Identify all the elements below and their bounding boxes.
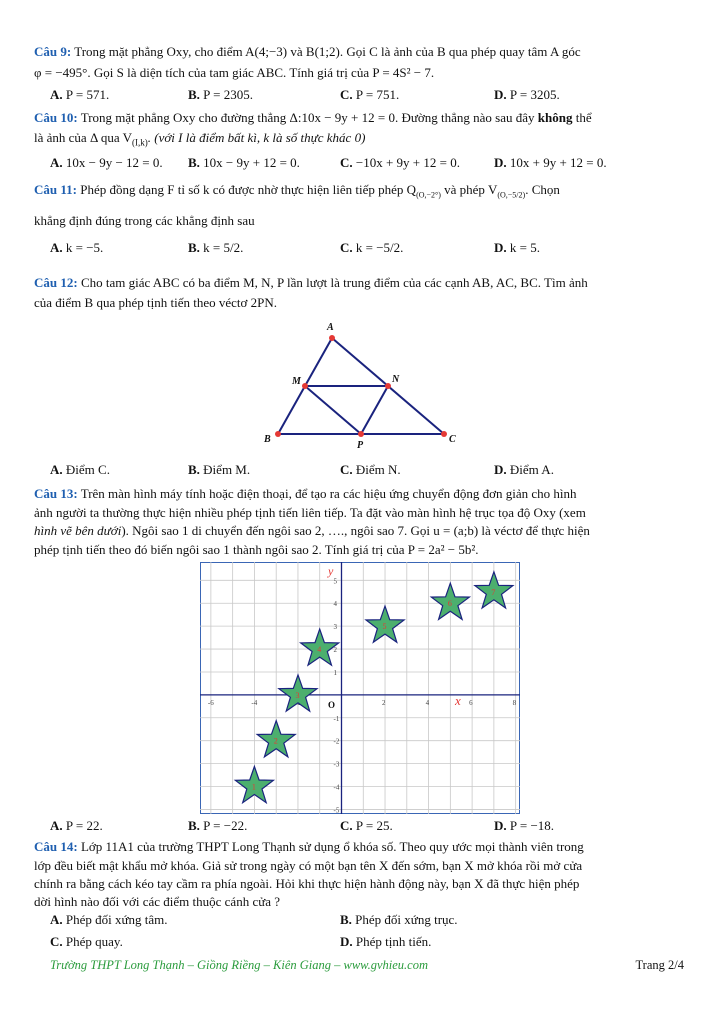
star-label: 1 <box>251 782 256 792</box>
q9-options <box>50 87 694 106</box>
q14-option-c[interactable]: C. Phép quay. <box>50 934 123 949</box>
y-tick-label: -3 <box>333 760 340 769</box>
q13-line2: ảnh người ta thường thực hiện nhiều phép tịnh tiến liên tiếp. Ta đặt vào màn hình hệ trục tọa độ Oxy (xem <box>34 505 586 520</box>
label-B: B <box>264 434 271 445</box>
q13-line3: hình vẽ bên dưới). Ngôi sao 1 di chuyển đến ngôi sao 2, …., ngôi sao 7. Gọi u = (a;b) là véctơ để thực hiện <box>34 523 590 538</box>
q9-option-b[interactable]: B. P = 2305. <box>188 87 254 102</box>
label-N: N <box>392 374 400 385</box>
footer-school: Trường THPT Long Thạnh – Giồng Riềng – Kiên Giang – www.gvhieu.com <box>50 958 428 972</box>
q10-options <box>50 155 694 174</box>
label-P: P <box>357 440 364 451</box>
q14-options-row1 <box>50 912 694 931</box>
y-axis-label: y <box>328 564 334 578</box>
page-number: Trang 2/4 <box>635 958 684 972</box>
q10-label: Câu 10: <box>34 110 78 125</box>
triangle-figure <box>258 318 468 456</box>
y-tick-label: -2 <box>333 737 340 746</box>
q11-option-d[interactable]: D. k = 5. <box>494 240 540 255</box>
q14-line2: lớp đều biết mật khẩu mở khóa. Giả sử trong ngày có một bạn tên X đến sớm, bạn X mở khóa rồi mở cửa <box>34 858 583 873</box>
q11-line1: Câu 11: Phép đồng dạng F tỉ số k có được nhờ thực hiện liên tiếp phép $Q_{(O,-2^\circ)}$ và phép $V_{(O,-5/2)}$. Chọn <box>34 182 560 200</box>
q12-option-c[interactable]: C. Điểm N. <box>340 462 401 477</box>
q10-option-a[interactable]: A. 10x − 9y − 12 = 0. <box>50 155 163 170</box>
q11-options <box>50 240 694 259</box>
x-axis-label: x <box>455 693 461 708</box>
q9-line2: φ = −495°. Gọi S là diện tích của tam giác ABC. Tính giá trị của P = 4S² − 7. <box>34 65 435 80</box>
y-tick-label: 4 <box>333 600 337 609</box>
x-tick-label: 2 <box>382 698 386 707</box>
q13-line1: Câu 13: Trên màn hình máy tính hoặc điện thoại, để tạo ra các hiệu ứng chuyển động đơn giản cho hình <box>34 486 577 501</box>
graph-border <box>201 563 520 814</box>
q11-label: Câu 11: <box>34 182 77 197</box>
q14-line4: dời hình nào đối với các điểm thuộc cánh cửa ? <box>34 894 281 909</box>
q11-option-a[interactable]: A. k = −5. <box>50 240 104 255</box>
q13-option-d[interactable]: D. P = −18. <box>494 818 555 833</box>
q11-option-c[interactable]: C. k = −5/2. <box>340 240 404 255</box>
q14-line3: chính ra bằng cách kéo tay cầm ra phía ngoài. Hỏi khi thực hiện hành động này, bạn X đã thực hiện phép <box>34 876 580 891</box>
q13-options <box>50 818 694 837</box>
star-label: 5 <box>382 622 387 632</box>
q9-option-c[interactable]: C. P = 751. <box>340 87 400 102</box>
star-label: 3 <box>295 690 300 700</box>
x-tick-label: -4 <box>251 698 258 707</box>
star-coordinate-graph <box>200 562 520 814</box>
x-tick-label: 6 <box>469 698 473 707</box>
q11-line2: khẳng định đúng trong các khẳng định sau <box>34 213 255 228</box>
q9-option-a[interactable]: A. P = 571. <box>50 87 110 102</box>
label-M: M <box>292 376 301 387</box>
q12-option-b[interactable]: B. Điểm M. <box>188 462 251 477</box>
q9-label: Câu 9: <box>34 44 72 59</box>
y-tick-label: 5 <box>333 577 337 586</box>
y-tick-label: -4 <box>333 783 340 792</box>
q10-line2: là ảnh của Δ qua $V_{(I,k)}$. (với I là điểm bất kì, k là số thực khác 0) <box>34 130 366 148</box>
q13-option-c[interactable]: C. P = 25. <box>340 818 393 833</box>
q13-label: Câu 13: <box>34 486 78 501</box>
star-label: 4 <box>317 645 322 655</box>
label-C: C <box>449 434 456 445</box>
q14-option-a[interactable]: A. Phép đối xứng tâm. <box>50 912 168 927</box>
q12-option-a[interactable]: A. Điểm C. <box>50 462 110 477</box>
q12-options <box>50 462 694 481</box>
star-label: 2 <box>273 736 278 746</box>
q13-option-b[interactable]: B. P = −22. <box>188 818 248 833</box>
q9-line1: Câu 9: Trong mặt phẳng Oxy, cho điểm A(4;−3) và B(1;2). Gọi C là ảnh của B qua phép quay tâm A góc <box>34 44 581 59</box>
q14-line1: Câu 14: Lớp 11A1 của trường THPT Long Thạnh sử dụng ổ khóa số. Theo quy ước mọi thành viên trong <box>34 839 584 854</box>
q10-line1: Câu 10: Trong mặt phẳng Oxy cho đường thẳng Δ:10x − 9y + 12 = 0. Đường thẳng nào sau đây không thể <box>34 110 592 125</box>
q14-option-d[interactable]: D. Phép tịnh tiến. <box>340 934 432 949</box>
q9-option-d[interactable]: D. P = 3205. <box>494 87 560 102</box>
q11-option-b[interactable]: B. k = 5/2. <box>188 240 244 255</box>
q14-options-row2 <box>50 934 694 953</box>
q13-option-a[interactable]: A. P = 22. <box>50 818 103 833</box>
y-tick-label: 2 <box>333 646 337 655</box>
star-label: 7 <box>491 587 496 597</box>
q10-option-b[interactable]: B. 10x − 9y + 12 = 0. <box>188 155 300 170</box>
q12-label: Câu 12: <box>34 275 78 290</box>
y-tick-label: 1 <box>333 668 337 677</box>
q10-option-d[interactable]: D. 10x + 9y + 12 = 0. <box>494 155 607 170</box>
y-tick-label: 3 <box>333 623 337 632</box>
q13-line4: phép tịnh tiến theo đó biến ngôi sao 1 thành ngôi sao 2. Tính giá trị của P = 2a² − 5b². <box>34 542 479 557</box>
q12-line1: Câu 12: Cho tam giác ABC có ba điểm M, N, P lần lượt là trung điểm của các cạnh AB, AC, BC. Tìm ảnh <box>34 275 588 290</box>
label-A: A <box>327 322 334 333</box>
q14-label: Câu 14: <box>34 839 78 854</box>
x-tick-label: -6 <box>207 698 214 707</box>
y-tick-label: -1 <box>333 714 340 723</box>
origin-label: O <box>328 700 336 710</box>
q14-option-b[interactable]: B. Phép đối xứng trục. <box>340 912 458 927</box>
q12-option-d[interactable]: D. Điểm A. <box>494 462 554 477</box>
q12-line2: của điểm B qua phép tịnh tiến theo véctơ 2PN. <box>34 295 277 310</box>
star-label: 6 <box>447 599 452 609</box>
q10-option-c[interactable]: C. −10x + 9y + 12 = 0. <box>340 155 460 170</box>
x-tick-label: 4 <box>425 698 430 707</box>
y-tick-label: -5 <box>333 806 340 814</box>
x-tick-label: 8 <box>512 698 517 707</box>
